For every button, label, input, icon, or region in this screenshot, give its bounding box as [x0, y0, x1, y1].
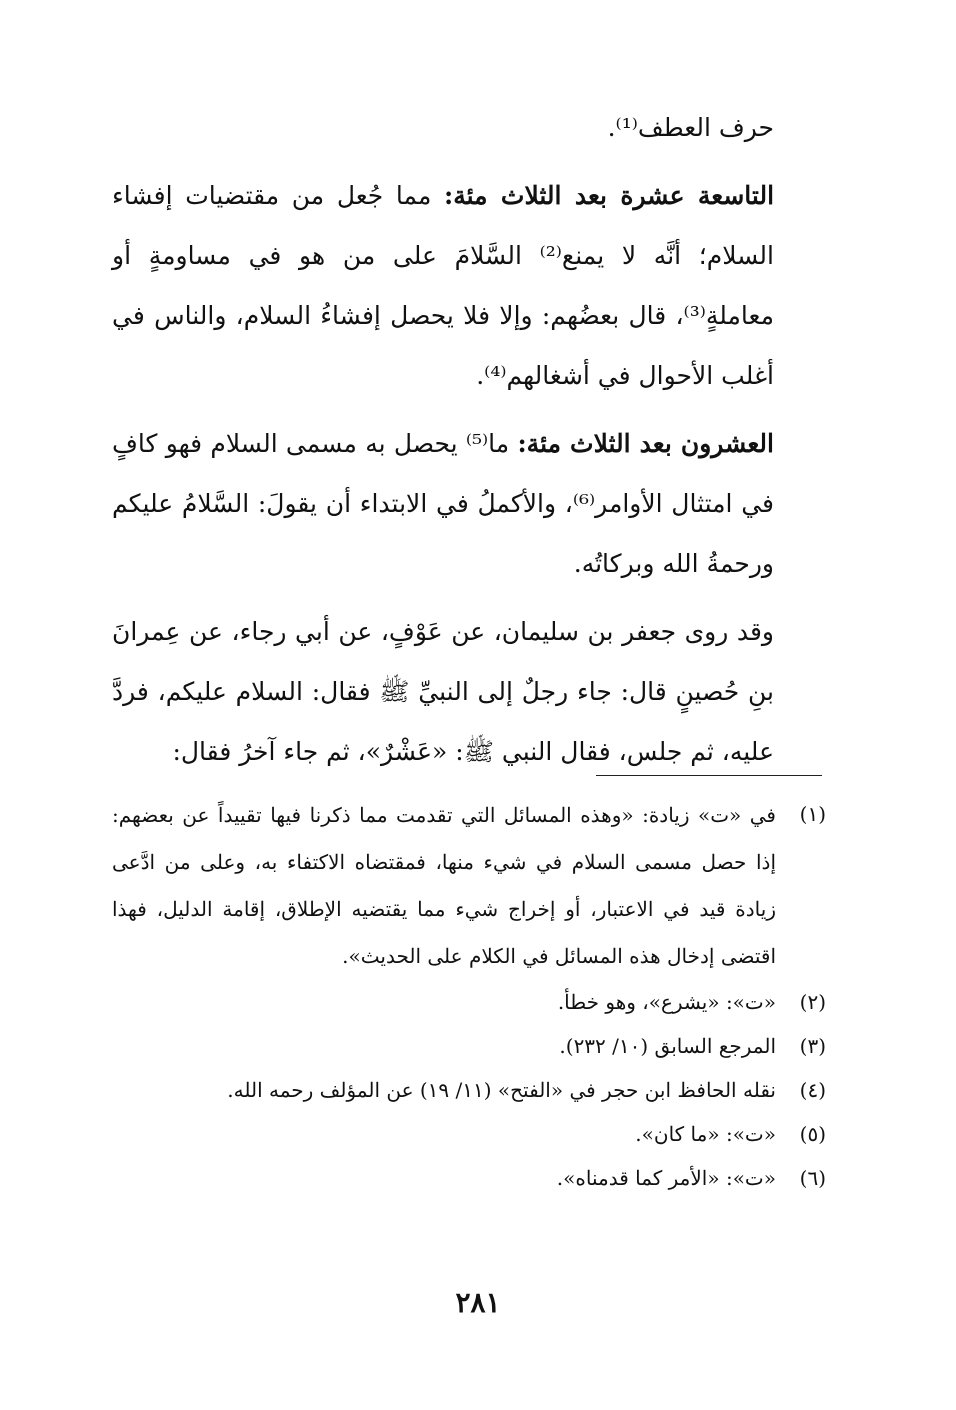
- paragraph-3-heading: العشرون بعد الثلاث مئة:: [517, 429, 774, 458]
- footnote-text: «ت»: «الأمر كما قدمناه».: [556, 1166, 776, 1190]
- footnote-1: [112, 792, 826, 980]
- footnote-text: المرجع السابق (١٠/ ٢٣٢).: [559, 1034, 776, 1058]
- footnote-2: [112, 980, 826, 1024]
- footnote-text: «ت»: «يشرع»، وهو خطأ.: [557, 990, 776, 1014]
- footnotes: [112, 792, 826, 1200]
- footnote-number: (٦): [799, 1166, 826, 1190]
- paragraph-3-body: ما⁽⁵⁾ يحصل به مسمى السلام فهو كافٍ في امتثال الأوامر⁽⁶⁾، والأكملُ في الابتداء أن يقولَ: السَّلامُ عليكم ورحمةُ الله وبركاتُه.: [112, 429, 774, 578]
- footnote-4: [112, 1068, 826, 1112]
- paragraph-2-heading: التاسعة عشرة بعد الثلاث مئة:: [443, 181, 775, 210]
- footnote-number: (٥): [799, 1122, 826, 1146]
- paragraph-1: حرف العطف⁽¹⁾.: [607, 113, 774, 142]
- footnote-text: في «ت» زيادة: «وهذه المسائل التي تقدمت مما ذكرنا فيها تقييداً عن بعضهم: إذا حصل مسمى السلام في شيء منها، فمقتضاه الاكتفاء به، وعلى من ادَّعى زيادة قيد في الاعتبار، أو إخراج شيء مما يقتضيه الإطلاق، إقامة الدليل، فهذا اقتضى إدخال هذه المسائل في الكلام على الحديث».: [112, 803, 776, 968]
- paragraph-3: [112, 414, 774, 594]
- paragraph-2-body: مما جُعل من مقتضيات إفشاء السلام؛ أنَّه لا يمنع⁽²⁾ السَّلامَ على من هو في مساومةٍ أو معاملةٍ⁽³⁾، قال بعضُهم: وإلا فلا يحصل إفشاءُ السلام، والناس في أغلب الأحوال في أشغالهم⁽⁴⁾.: [112, 181, 774, 390]
- main-text: [112, 98, 774, 790]
- paragraph-2: [112, 166, 774, 406]
- footnote-number: (١): [799, 802, 826, 826]
- page-number: ٢٨١: [455, 1286, 501, 1319]
- footnote-separator: [596, 775, 822, 776]
- footnote-5: [112, 1112, 826, 1156]
- footnote-3: [112, 1024, 826, 1068]
- paragraph-4: وقد روى جعفر بن سليمان، عن عَوْفٍ، عن أبي رجاء، عن عِمرانَ بنِ حُصينٍ قال: جاء رجلٌ إلى النبيِّ ﷺ فقال: السلام عليكم، فردَّ عليه، ثم جلس، فقال النبي ﷺ: «عَشْرٌ»، ثم جاء آخرُ فقال:: [112, 617, 774, 766]
- footnote-text: نقله الحافظ ابن حجر في «الفتح» (١١/ ١٩) عن المؤلف رحمه الله.: [227, 1078, 776, 1102]
- footnote-number: (٤): [799, 1078, 826, 1102]
- footnote-text: «ت»: «ما كان».: [635, 1122, 776, 1146]
- footnote-number: (٣): [799, 1034, 826, 1058]
- footnote-6: [112, 1156, 826, 1200]
- footnote-number: (٢): [799, 990, 826, 1014]
